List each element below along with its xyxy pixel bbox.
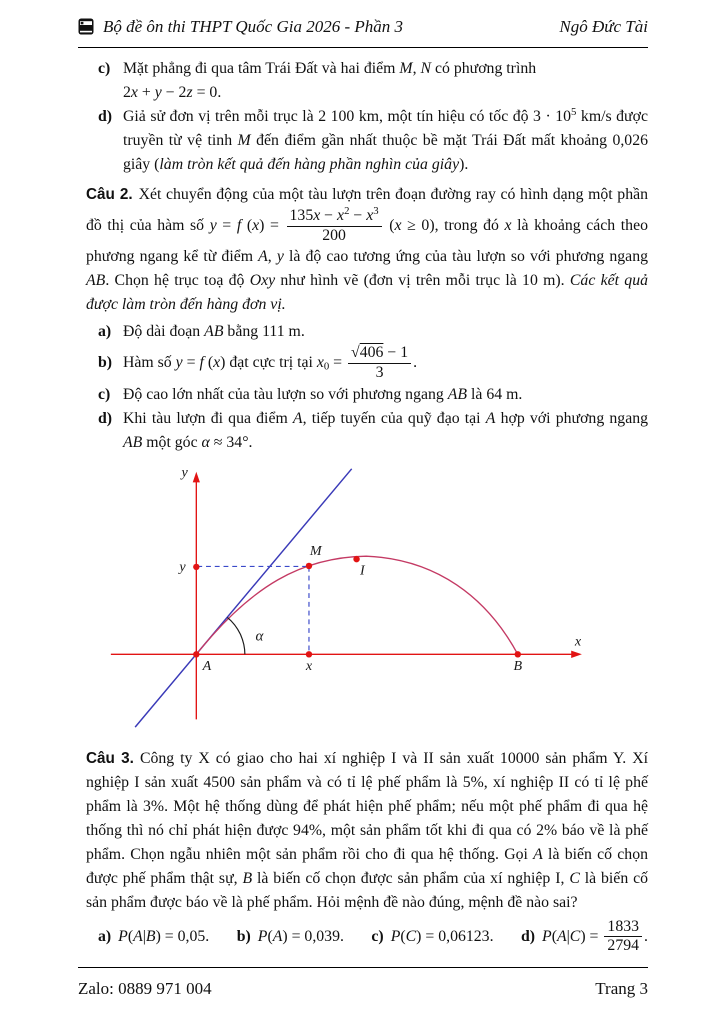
point-I-dot — [353, 555, 359, 561]
answer-option — [371, 925, 493, 949]
answer-option — [237, 925, 344, 949]
item-text: Mặt phẳng đi qua tâm Trái Đất và hai điểm M, N có phương trình 2x + y − 2z = 0. — [123, 60, 537, 101]
item-label: d) — [98, 409, 113, 427]
item-text: Khi tàu lượn đi qua điểm A, tiếp tuyến của quỹ đạo tại A hợp với phương ngang AB một góc α ≈ 34°. — [123, 409, 649, 451]
footer-zalo: Zalo: 0889 971 004 — [78, 979, 212, 999]
y-axis-label: y — [181, 464, 188, 481]
point-y-dot — [193, 563, 199, 569]
question2-text: Xét chuyển động của một tàu lượn trên đoạn đường ray có hình dạng một phần đồ thị của hàm số y = f (x) = $\frac{135x - x^2 - x^3}{200}$ (x ≥ 0), trong đó x là khoảng cách theo phương ngang kể từ điểm A, y là độ cao tương ứng của tàu lượn so với phương ngang AB. Chọn hệ trục toạ độ Oxy như hình vẽ (đơn vị trên mỗi trục là 10 m). Các kết quả được làm tròn đến hàng đơn vị. — [86, 186, 648, 314]
item-text: Giả sử đơn vị trên mỗi trục là 2 100 km, một tín hiệu có tốc độ $3 \cdot 10^5$ km/s được truyền từ vệ tinh M đến điểm gần nhất thuộc bề mặt Trái Đất mất khoảng 0,026 giây (làm tròn kết quả đến hàng phần nghìn của giây). — [123, 106, 648, 173]
page-header — [78, 14, 648, 48]
point-I-label: I — [360, 562, 365, 579]
header-title: Bộ đề ôn thi THPT Quốc Gia 2026 - Phần 3 — [103, 17, 404, 36]
question3-paragraph — [86, 747, 648, 915]
book-icon — [78, 18, 94, 35]
function-curve — [196, 556, 517, 654]
roller-coaster-figure — [106, 461, 648, 741]
item-label: d) — [521, 927, 536, 945]
question2-paragraph — [86, 183, 648, 317]
point-B-dot — [515, 651, 521, 657]
angle-alpha-label: α — [255, 628, 264, 645]
header-author: Ngô Đức Tài — [559, 17, 648, 36]
item-label: c) — [371, 927, 384, 945]
answer-option — [521, 918, 648, 956]
item-text: Độ dài đoạn AB bằng 111 m. — [123, 323, 305, 341]
item-label: a) — [98, 323, 112, 341]
item-label: c) — [98, 60, 111, 77]
point-M-dot — [306, 562, 312, 568]
answer-text: P(A|C) = $\frac{1833}{2794}$ . — [542, 917, 648, 955]
point-M-label: M — [309, 542, 322, 559]
question2-items — [86, 320, 648, 454]
statement-item — [98, 57, 648, 105]
document-body — [86, 57, 648, 956]
coord-x-label: x — [305, 657, 313, 674]
question2-label: Câu 2. — [86, 186, 133, 203]
x-axis-arrow-icon — [571, 650, 582, 657]
item-label: d) — [98, 108, 113, 125]
x-axis-label: x — [574, 633, 582, 650]
item-label: b) — [98, 354, 113, 371]
item-label: b) — [236, 927, 251, 945]
item-label: c) — [98, 385, 111, 403]
statement-item — [98, 344, 648, 382]
tangent-line — [135, 468, 352, 726]
statement-item — [98, 383, 648, 407]
header-left — [78, 14, 403, 40]
angle-arc — [227, 617, 244, 654]
page-footer — [78, 967, 648, 1002]
statement-item — [98, 407, 648, 455]
point-A-dot — [193, 651, 199, 657]
item-text: Hàm số y = f (x) đạt cực trị tại x0 = $\frac{√406 - 1}{3}$ . — [123, 344, 418, 381]
point-B-label: B — [513, 657, 523, 674]
answer-text: P(C) = 0,06123. — [390, 927, 494, 945]
question3-label: Câu 3. — [86, 749, 134, 767]
answer-option — [98, 925, 209, 949]
question3-answer-row — [86, 918, 648, 956]
item-text: Độ cao lớn nhất của tàu lượn so với phương ngang AB là 64 m. — [123, 385, 523, 403]
item-label: a) — [98, 927, 112, 945]
graph-canvas — [106, 461, 611, 733]
statement-item — [98, 320, 648, 344]
answer-text: P(A|B) = 0,05. — [118, 927, 210, 945]
point-A-label: A — [202, 657, 212, 674]
question1-items — [86, 57, 648, 177]
y-axis-arrow-icon — [193, 471, 200, 482]
statement-item — [98, 105, 648, 177]
footer-page-number: Trang 3 — [595, 979, 648, 999]
coord-y-label: y — [179, 558, 186, 575]
point-x-dot — [306, 651, 312, 657]
question3-text: Công ty X có giao cho hai xí nghiệp I và II sản xuất 10000 sản phẩm Y. Xí nghiệp I sản xuất 4500 sản phẩm và có tỉ lệ phế phẩm là 5%, xí nghiệp II có tỉ lệ phế phẩm là 3%. Một hệ thống dùng để phát hiện phế phẩm; nếu một phế phẩm đi qua hệ thống thì nó chỉ phát hiện được 94%, một sản phẩm tốt khi đi qua có 2% báo về là phế phẩm. Chọn ngẫu nhiên một sản phẩm rồi cho đi qua hệ thống. Gọi A là biến cố chọn được phế phẩm thật sự, B là biến cố chọn được sản phẩm của xí nghiệp I, C là biến cố sản phẩm được báo về là phế phẩm. Hỏi mệnh đề nào đúng, mệnh đề nào sai? — [86, 749, 649, 911]
answer-text: P(A) = 0,039. — [257, 927, 344, 945]
